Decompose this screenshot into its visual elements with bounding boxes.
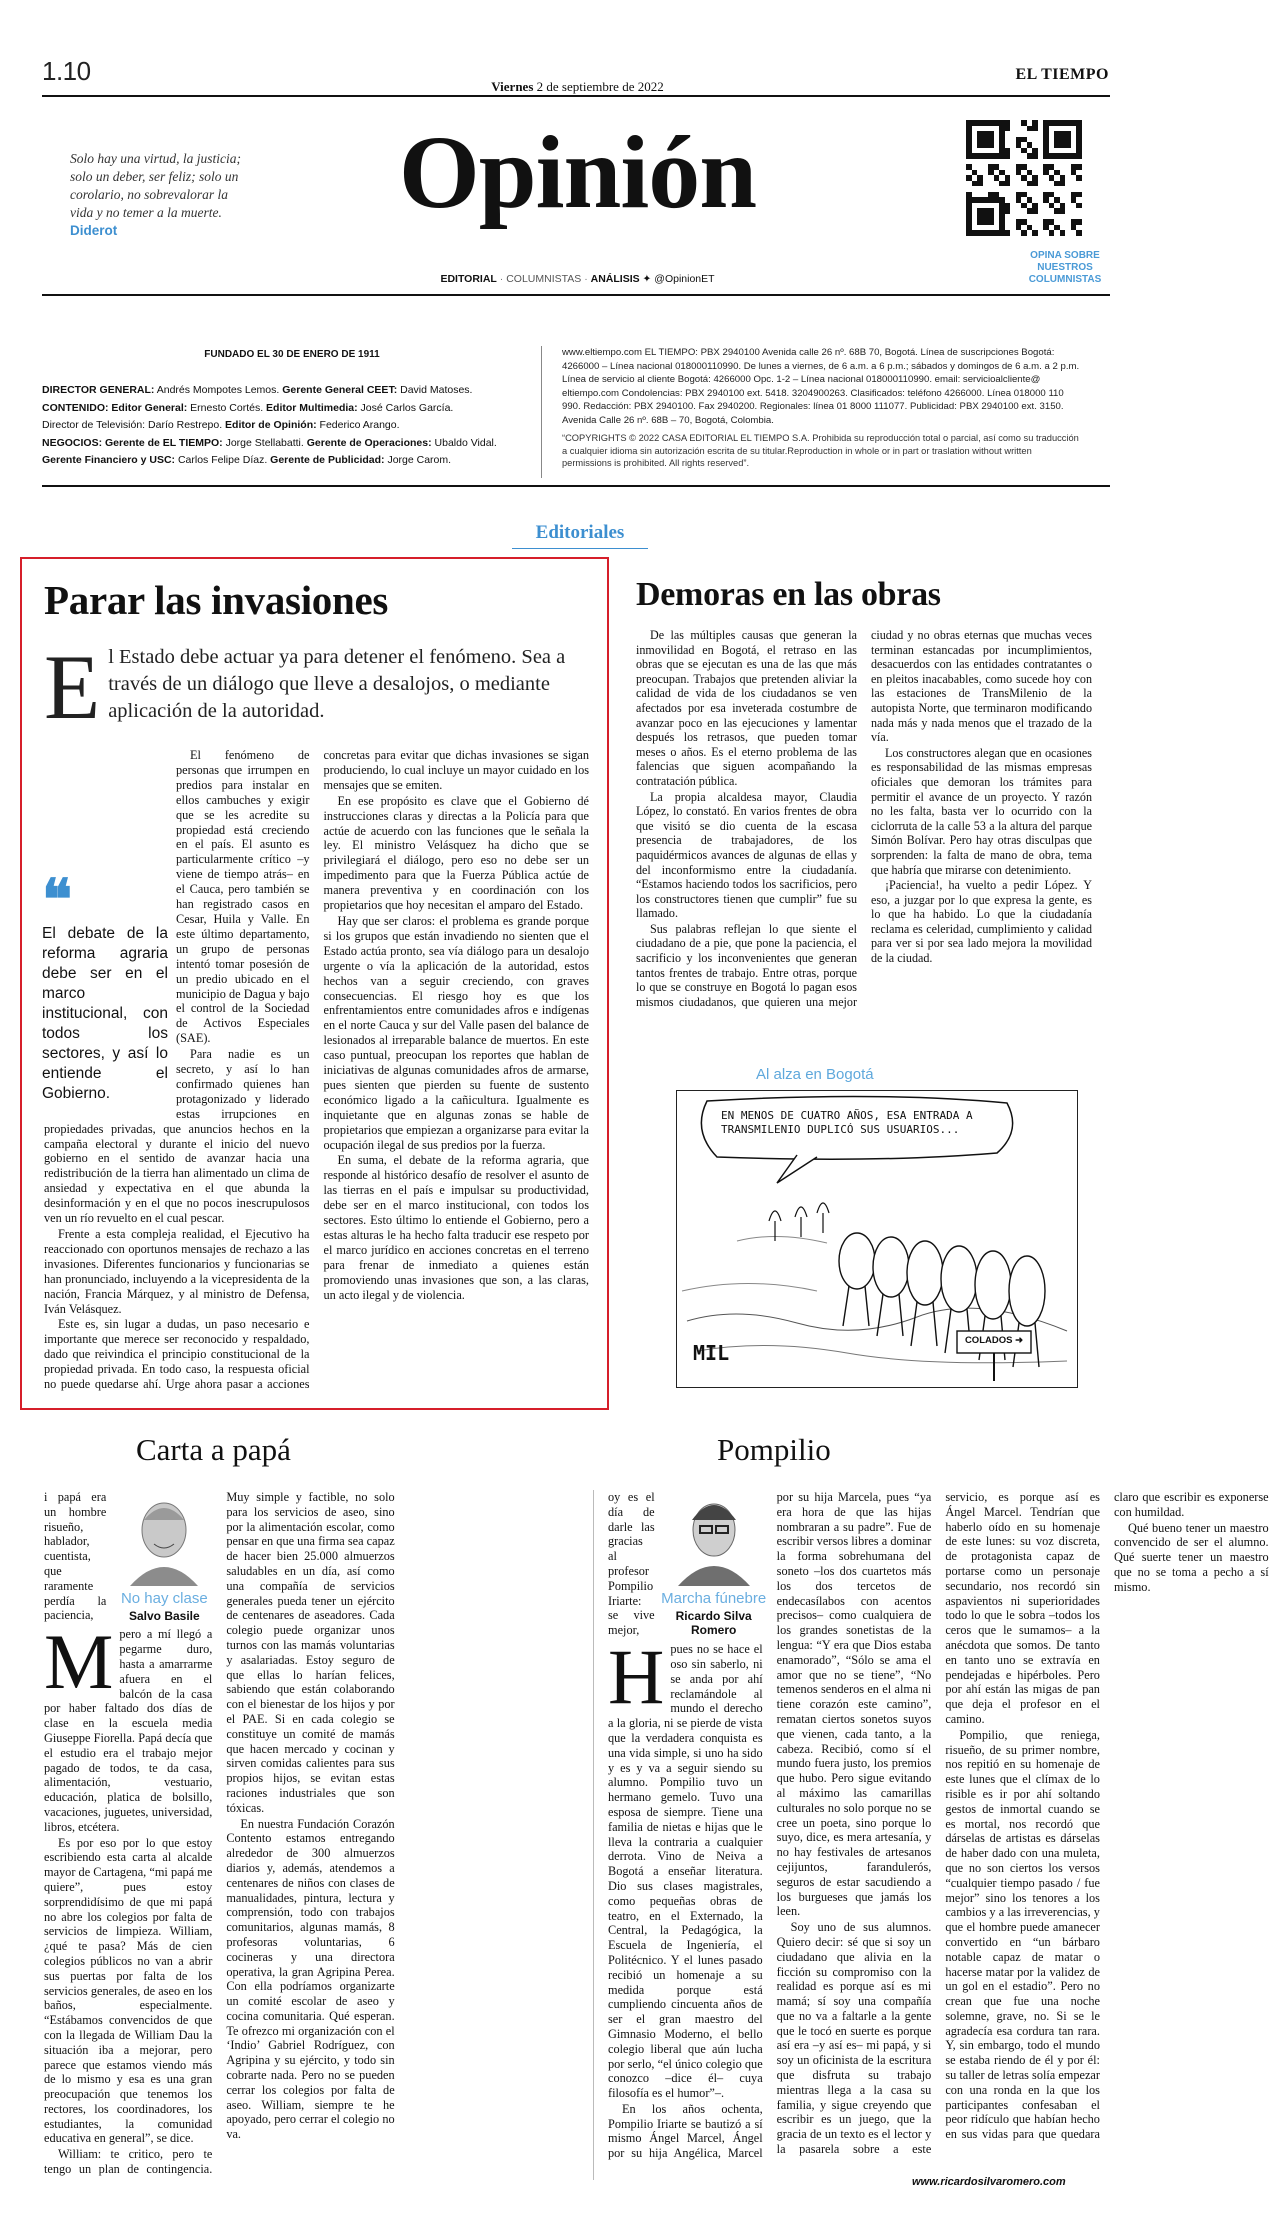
staff-line: [42, 400, 572, 418]
brand-logo: EL TIEMPO: [1015, 66, 1109, 83]
staff-person: Jorge Carom.: [384, 454, 452, 466]
editorial-1-paragraph: Este es, sin lugar a dudas, un paso necesario e importante que merece ser reconocido y respaldado, dado que reivindica el principio constitucional de la propiedad privada. En todo caso, la respuesta oficial no puede quedarse ahí. Urge ahora pasar a acciones concretas para evitar que dichas invasiones se sigan produciendo, lo cual incluye un mayor cuidado en los mensajes que se emiten.: [44, 748, 589, 1392]
column-2-author-box: [659, 1490, 769, 1638]
staff-line: [42, 452, 572, 470]
staff-role: Gerente de Publicidad:: [267, 454, 385, 466]
editorial-2-title: Demoras en las obras: [636, 576, 941, 613]
nav-columnistas[interactable]: COLUMNISTAS: [506, 273, 582, 285]
editorial-1-body: [44, 748, 589, 1400]
editorial-1-pullquote: [42, 870, 168, 1104]
founded-line: FUNDADO EL 30 DE ENERO DE 1911: [204, 349, 380, 360]
editorial-1-paragraph: Frente a esta compleja realidad, el Ejecutivo ha reaccionado con oportunos mensajes de rechazo a las invasiones. Diferentes funcionarios y funcionarias se han pronunciado, incluyendo a la vicepresidenta de la nación, Francia Márquez, y al ministro de Defensa, Iván Velásquez.: [44, 1227, 310, 1316]
staff-person: Ubaldo Vidal.: [431, 436, 497, 449]
editorial-2-paragraph: Sus palabras reflejan lo que siente el ciudadano de a pie, que pone la paciencia, el sacrificio y los inconvenientes que generan tantos frentes de trabajo. Entre otras, porque lo que se construye en Bogotá lo pagan esos mismos ciudadanos, que quieren una mejor ciudad y no obras eternas que muchas veces terminan estancadas por incumplimientos, desacuerdos con las entidades contratantes o en pleitos inacabables, como sucede hoy con las estaciones de TransMilenio de la autopista Norte, que terminaron modificando nada más y nada menos que el trazado de la vía.: [636, 628, 1092, 1009]
staff-role: CONTENIDO: Editor General:: [42, 401, 188, 414]
cartoon-title: Al alza en Bogotá: [756, 1066, 874, 1083]
author-photo-ricardo-silva: [666, 1490, 762, 1586]
staff-person: José Carlos García.: [357, 401, 454, 414]
copyright-text: “COPYRIGHTS © 2022 CASA EDITORIAL EL TIEMPO S.A. Prohibida su reproducción total o parcial, así como su traducción a cualquier idioma sin autorización escrita de su titular.Reproduction in whole or in part or traslation without written permissions is prohibited. All rights reserved”.: [562, 433, 1079, 468]
section-nav: EDITORIAL · COLUMNISTAS · ANÁLISIS ✦ @OpinionET: [440, 273, 715, 285]
staff-person: David Matoses.: [397, 384, 473, 396]
twitter-handle[interactable]: @OpinionET: [654, 273, 715, 285]
staff-line: [42, 382, 572, 400]
editorial-1-lead: [44, 636, 589, 738]
staff-person: Federico Arango.: [316, 419, 400, 431]
editorial-2-paragraph: La propia alcaldesa mayor, Claudia López, lo constató. En varios frentes de obra que visitó se dio cuenta de la escasa presencia de trabajadores, de los paquidérmicos avances de algunas de ellas y del inconformismo entre la ciudadanía. “Estamos haciendo todos los sacrificios, pero los constructores tienen que cumplir” fue su llamado.: [636, 789, 857, 921]
editorial-1-paragraph: El fenómeno de personas que irrumpen en predios para instalar en ellos cambuches y exigir que se les acredite su propiedad está creciendo en el país. El asunto es particularmente crítico –y viene de tiempo atrás– en el Cauca, pero también se han registrado casos en Cesar, Huila y Valle. En este último departamento, un grupo de personas intentó tomar posesión de un predio ubicado en el municipio de Dagua y bajo el control de la Sociedad de Activos Especiales (SAE).: [176, 748, 310, 1046]
editorial-1-paragraph: Hay que ser claros: el problema es grande porque si los grupos que están invadiendo no sienten que el Estado actúa pronto, sea vía diálogo para un desalojo urgente o vía la aplicación de la autoridad, estos hechos van a seguir creciendo, con graves consecuencias. El riesgo hoy es que los enfrentamientos entre comunidades afros e indígenas en el norte Cauca y sur del Valle pasen del balance de lesionados al irreparable balance de muertos. En este caso puntual, preocupan los reportes que hablan de iniciativas de algunas comunidades afros de armarse, pues sienten que pierden su fuente de sustento económico ligado a la cañicultura. Igualmente es inquietante que en algunas zonas se hable de propietarios que empiezan a organizarse para evitar la ocupación ilegal de sus predios por la fuerza.: [323, 913, 589, 1152]
column-1-author: Salvo Basile: [128, 1608, 200, 1623]
arrow-right-icon: ➜: [1015, 1335, 1024, 1346]
staff-person: Director de Televisión: Darío Restrepo.: [42, 419, 223, 431]
cartoon-signature: MIL: [693, 1341, 730, 1365]
staff-role: Editor Multimedia:: [263, 401, 358, 414]
staff-role: Editor de Opinión:: [222, 419, 317, 431]
editoriales-label: Editoriales: [535, 522, 625, 543]
cartoon-sign: [960, 1335, 1028, 1346]
author-photo-salvo-basile: [116, 1490, 212, 1586]
editorial-1-paragraph: En ese propósito es clave que el Gobierno dé instrucciones claras y directas a la Policía para que actúe de acuerdo con las funciones que le señala la ley. El ministro Velásquez ha dicho que se privilegiará el diálogo, pero eso no debe ser un impedimento para que la Fuerza Pública actúe de manera preventiva y en coordinación con los propietarios que hoy necesitan el amparo del Estado.: [323, 793, 589, 913]
cartoon-frame: [676, 1090, 1078, 1388]
staff-role: Gerente de Operaciones:: [303, 436, 432, 449]
staff-line: [42, 435, 572, 453]
pullquote-text: El debate de la reforma agraria debe ser en el marco institucional, con todos los sectores, y así lo entiende el Gobierno.: [42, 925, 168, 1102]
column-2-paragraph: oy es el día de darle las gracias al profesor Pompilio Iriarte: se vive mejor, pues no se hace el oso sin saberlo, ni se anda por ahí reclamándole al mundo el derecho a la gloria, ni se pierde de vista que la verdadera conquista es una vida simple, si uno ha sido y es y va a seguir siendo su alumno. Pompilio tuvo un hermano gemelo. Tuvo una esposa de siempre. Tiene una familia de nietas e hijas que le lleva la contraria a cualquier derrota. Vino de Neiva a Bogotá a enseñar literatura. Dio sus clases magistrales, como pequeñas obras de teatro, en el Externado, la Central, la Pedagógica, la Escuela de Ingeniería, el Politécnico. Y el lunes pasado recibió un homenaje a su medida porque está cumpliendo cincuenta años de ser el gran maestro del Gimnasio Moderno, el bello colegio liberal que aún lucha por serlo, “el único colegio que conozco –dice él– cuya filosofía es el humor”–.: [608, 1490, 763, 2101]
column-1-paragraph: En nuestra Fundación Corazón Contento estamos entregando alrededor de 300 almuerzos diarios y, además, atendemos a centenares de niños con clases de manualidades, pintura, lectura y comprensión, todo con trabajos comunitarios, algunas mamás, 8 profesoras voluntarias, 6 cocineras y una directora operativa, la gran Agripina Perea. Con ella podríamos organizarte un comité escolar de aseo y cocina comunitaria. Qué esperan. Te ofrezco mi organización con el ‘Indio’ Gabriel Rodríguez, con Agripina y su ejército, y todo sin cobrarte nada. Pero no se pueden cerrar los colegios por falta de aseo. William, siempre te he apoyado, pero cerrar el colegio no va.: [226, 1816, 395, 2142]
column-1-paragraph: Es por eso por lo que estoy escribiendo esta carta al alcalde mayor de Cartagena, “mi papá me quiere”, pues estoy sorprendidísimo de que mi papá no abre los colegios por falta de servicios de limpieza. William, ¿qué te pasa? Más de cien colegios públicos no van a abrir sus puertas por falta de los servicios generales, de aseo en los baños, especialmente. “Estábamos convencidos de que con la llegada de William Dau la situación iba a mejorar, pero parece que estamos viendo más de lo mismo y esa es una gran preocupación que tenemos los rectores, los coordinadores, los estudiantes, la comunidad educativa en general”, se dice.: [44, 1835, 213, 2146]
nav-editorial[interactable]: EDITORIAL: [440, 273, 497, 285]
column-2-author: Ricardo Silva Romero: [675, 1608, 752, 1638]
column-2-title: Pompilio: [717, 1432, 831, 1467]
staff-role: Gerente General CEET:: [279, 384, 398, 396]
column-2-paragraph: Pompilio, que reniega, risueño, de su primer nombre, nos repitió en su homenaje de este lunes que el clímax de lo risible es ir por ahí soltando gestos de inmortal cuando se es mortal, nos recordó que dárselas de artistas es dárselas de haber dado con una muleta, que no son ciertos los versos “cualquier tiempo pasado / fue mejor” sino los tenores a los cambios y a las irreverencias, y que el hombre puede amanecer convertido en “un bárbaro notable capaz de matar o hacerse matar por la validez de un gol en el estadio”. Pero no crean que fue una noche solemne, grave, no. Si se le agradecía esa cordura tan rara. Y, sin embargo, todo el mundo se estaba riendo de él y por él: su taller de letras solía empezar con una ronda en la que los participantes confesaban el peor ridículo que habían hecho en sus vidas para que quedara claro que escribir es exponerse con humildad.: [945, 1490, 1269, 2142]
editorial-2-paragraph: De las múltiples causas que generan la inmovilidad en Bogotá, el retraso en las obras que se ejecutan es una de las que más preocupan. Trabajos que pretenden aliviar la calidad de vida de los ciudadanos se ven afectados por esa inveterada costumbre de avanzar poco en las ejecuciones y lamentar después los retrasos, que pueden tomar meses o años. Es el eterno problema de las falencias que siguen acompañando la contratación pública.: [636, 628, 857, 788]
editorial-1-paragraph: En suma, el debate de la reforma agraria, que responde al histórico desafío de resolver el asunto de las tierras en el país e impulsar su productividad, debe ser en el marco institucional, con todos los sectores. Esto último lo entiende el Gobierno, pero a estas alturas le ha hecho falta traducir ese respeto por el marco jurídico en acciones concretas en el terreno para frenar de inmediato a quienes están promoviendo unas invasiones que son, a las claras, un acto ilegal y de violencia.: [323, 1153, 589, 1302]
column-1-paragraph: i papá era un hombre risueño, hablador, cuentista, que raramente perdía la paciencia, pero a mí llegó a pegarme duro, hasta a amarrarme afuera en el balcón de la casa por haber faltado dos días de clase en la escuela media Giuseppe Fiorella. Papá decía que el estudio era el trabajo mejor pagado de todos, te da casa, alimentación, vestuario, educación, platica de bolsillo, vacaciones, juguetes, universidad, libros, etcétera.: [44, 1490, 213, 1834]
contacts-text: www.eltiempo.com EL TIEMPO: PBX 2940100 Avenida calle 26 nº. 68B 70, Bogotá. Línea de suscripciones Bogotá: 4266000 – Línea nacional 018000110990. De lunes a viernes, de 6 a.m. a 6 p.m.; sábados y domingos de 6 a.m. a 2 p.m. Línea de servicio al cliente Bogotá: 4266000 Opc. 1-2 – Línea nacional 018000110990. email: servicioalcliente@ eltiempo.com Condolencias: PBX 2940100 ext. 5418. 3204900263. Clasificados: teléfono 4266000. Línea 018000 110 990. Redacción: PBX 2940100. Fax 2940200. Regionales: línea 01 8000 111077. Publicidad: PBX 2940100 ext. 3150. Avenida Calle 26 nº. 68B – 70, Bogotá, Colombia.: [562, 347, 1080, 426]
column-1-paragraph: William: te critico, pero te tengo un plan de contingencia. Muy simple y factible, no solo para los servicios de aseo, sino por la alimentación escolar, como pensar en que una firma sea capaz de hacer bien 25.000 almuerzos saludables en un día, así como una compañía de servicios generales pueda tener un ejército de centenares de aseadores. Cada colegio puede organizar unos turnos con las mamás voluntarias y asalariadas. Estoy seguro de que ellas lo harían felices, sabiendo que están colaborando con el bienestar de los hijos y por el PAE. Si en cada colegio se constituye un comité de mamás que hacen mercado y cocinan y sirven comidas calientes para sus propios hijos, se evitan estas raciones industriales que son tóxicas.: [44, 1490, 395, 2177]
column-2-paragraph: En los años ochenta, Pompilio Iriarte se bautizó a sí mismo Ángel Marcel, Ángel por su hija Angélica, Marcel por su hija Marcela, pues “ya era hora de que las hijas nombraran a su padre”. Fue de escribir versos libres a dominar la forma sobrehumana del soneto –los dos cuartetos más los dos tercetos de endecasílabos con acentos precisos– como cualquiera de los grandes sonetistas de la lengua: “Y era que Dios estaba enamorado”, “Sólo se ama el amor que no se tiene”, “No temenos senderos en el alma ni tiene corazón este camino”, rematan ciertos sonetos suyos que vienen, cada tanto, a la cabeza. Recibió, como sí el mundo fuera justo, los premios que hubo. Pero sigue evitando al máximo las camarillas culturales no solo porque no se cree un poeta, sino porque lo suyo, dice, es mera artesanía, y no hay festivales de artesanos cejijuntos, farandulerós, seguros de estar sacudiendo a los burgueses que jamás los leen.: [608, 1490, 932, 2161]
staff-box: [42, 382, 572, 470]
editorial-1-lead-text: l Estado debe actuar ya para detener el fenómeno. Sea a través de un diálogo que lleve a desalojos, o mediante aplicación de la autoridad.: [108, 646, 566, 722]
editorial-2-body: [636, 628, 1092, 1012]
header-top-rule: [42, 95, 1110, 97]
column-1-body-wrap: [44, 1490, 577, 2180]
staff-role: DIRECTOR GENERAL:: [42, 384, 155, 396]
column-1-body: [44, 1490, 577, 2180]
twitter-icon: ✦: [642, 273, 652, 285]
date-weekday: Viernes: [491, 79, 534, 94]
page-number: 1.10: [42, 56, 91, 86]
column-2-website[interactable]: www.ricardosilvaromero.com: [912, 2176, 1066, 2188]
date-line: [0, 79, 1155, 95]
editorial-1-paragraph: Para nadie es un secreto, y así lo han confirmado quienes han protagonizado y liderado estas irrupciones en propiedades privadas, que anuncios hechos en la campaña electoral y durante el inicio del nuevo gobierno en el sentido de avanzar hacia una redistribución de la tierra han alimentado un clima de ansiedad y expectativa en el que abunda la desinformación y en el que no pocos inescrupulosos ven un río revuelto en el cual pescar.: [44, 1047, 310, 1226]
header-bottom-rule: [42, 294, 1110, 296]
cartoon-speech-bubble: EN MENOS DE CUATRO AÑOS, ESA ENTRADA A TRANSMILENIO DUPLICÓ SUS USUARIOS...: [721, 1109, 973, 1136]
editorial-2-paragraph: Los constructores alegan que en ocasiones es responsabilidad de las mismas empresas oficiales que demoran los trámites para permitir el avance de un proyecto. Y razón no les falta, basta ver lo ocurrido con la ciclorruta de la calle 53 a la altura del parque Simón Bolívar. Pero hay otras disculpas que sorprenden: la falta de mano de obra, tema que habría que mirarse con detenimiento.: [871, 745, 1092, 877]
page-title: Opinión: [398, 115, 757, 230]
staff-line: [42, 417, 572, 435]
column-1-title: Carta a papá: [136, 1432, 291, 1467]
cartoon-sign-text: COLADOS: [964, 1335, 1013, 1346]
column-2-body-wrap: [608, 1490, 1269, 2180]
staff-person: Carlos Felipe Díaz.: [175, 454, 268, 466]
quote-mark-icon: ❝: [42, 870, 73, 932]
staff-person: Andrés Mompotes Lemos.: [154, 384, 280, 396]
editorial-2-paragraph: ¡Paciencia!, ha vuelto a pedir López. Y eso, a juzgar por lo que expresa la gente, es lo que ha habido. Lo que la ciudadanía reclama es celeridad, cumplimiento y calidad para ver si por sea lado mejora la movilidad de la ciudad.: [871, 878, 1092, 966]
column-2-body: [608, 1490, 1269, 2162]
masthead-divider: [541, 346, 542, 478]
quote-author: Diderot: [70, 223, 118, 238]
masthead-bottom-rule: [42, 485, 1110, 487]
qr-code[interactable]: [966, 120, 1084, 238]
column-divider: [593, 1490, 594, 2180]
staff-person: Jorge Stellabatti.: [222, 436, 304, 449]
editoriales-underline: [512, 548, 648, 549]
column-2-kicker: Marcha fúnebre: [661, 1589, 767, 1607]
date-text: 2 de septiembre de 2022: [536, 79, 664, 94]
staff-role: Gerente Financiero y USC:: [42, 454, 176, 466]
editorial-1-dropcap: E: [44, 636, 101, 738]
column-1-kicker: No hay clase: [120, 1589, 208, 1607]
column-2-dropcap: H: [608, 1633, 665, 1721]
editorial-1-title: Parar las invasiones: [44, 577, 389, 623]
qr-caption: OPINA SOBRE NUESTROS COLUMNISTAS: [1028, 250, 1102, 285]
column-1-dropcap: M: [44, 1618, 114, 1706]
quote-text: Solo hay una virtud, la justicia; solo un deber, ser feliz; solo un corolario, no sobrevalorar la vida y no temer a la muerte.: [70, 151, 241, 220]
column-2-paragraph: Qué bueno tener un maestro convencido de ser el alumno. Qué suerte tener un maestro que no se toma a pecho a sí mismo.: [1113, 1520, 1269, 1594]
column-1-author-box: [110, 1490, 218, 1623]
nav-analisis[interactable]: ANÁLISIS: [590, 273, 640, 285]
staff-role: NEGOCIOS: Gerente de EL TIEMPO:: [42, 436, 223, 449]
column-2-paragraph: Soy uno de sus alumnos. Quiero decir: sé que si soy un ciudadano que alivia en la ficción su compromiso con la realidad es porque así es mi mamá; sí soy una compañía que no va a faltarle a la gente que le tocó en suerte es porque así era –y así es– mi papá, y si soy un oficinista de la escritura que disfruta su trabajo mientras llega a la casa su familia, y sigue creyendo que escribir es un juego, que la gracia de un texto es el lector y la pasarela sobre a este servicio, es porque así es Ángel Marcel. Tendrían que haberlo oído en su homenaje de este lunes: su voz discreta, de protagonista capaz de portarse como un personaje secundario, nos recordó sin aspavientos ni superioridades todo lo que le sobra –todos los ceros que le sumamos– a la anécdota que somos. De tanto en tanto uno se extravía en pendejadas e hipérboles. Pero por ahí están las migas de pan que deja el profesor en el camino.: [776, 1490, 1100, 2157]
staff-person: Ernesto Cortés.: [187, 401, 264, 414]
